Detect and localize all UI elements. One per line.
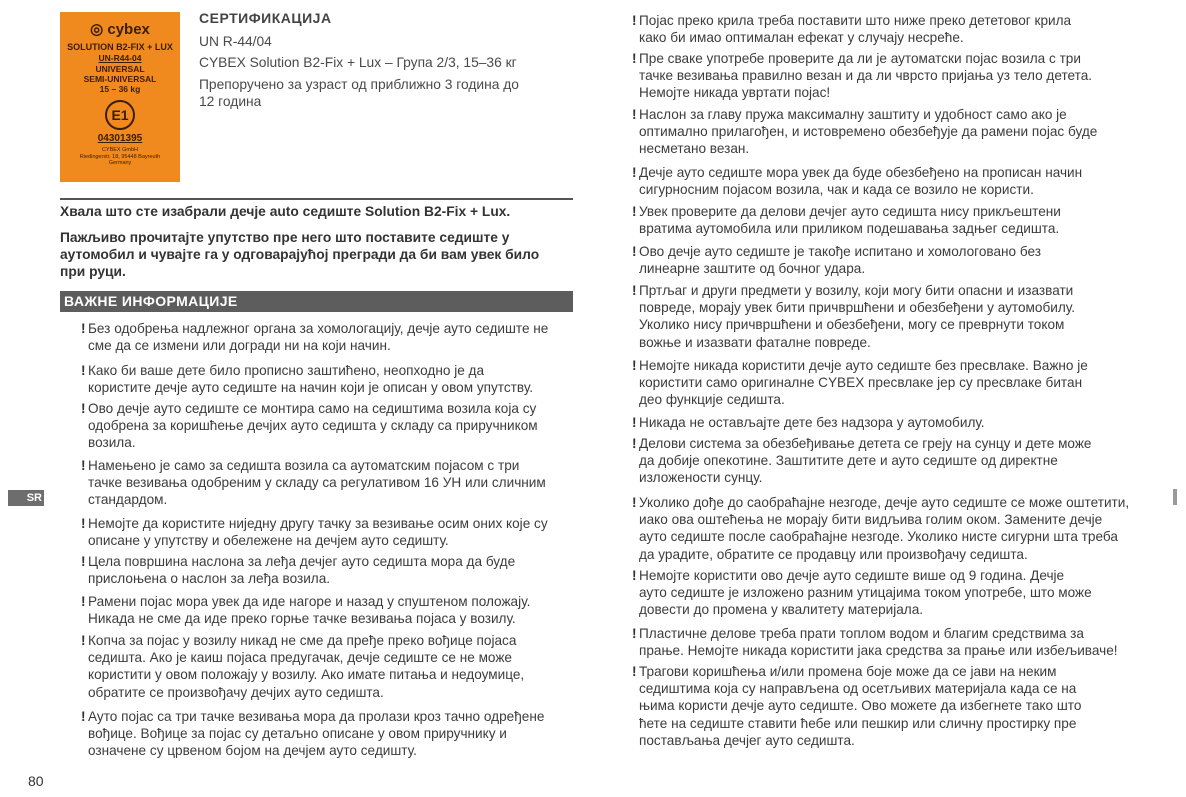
warning-line: постављања дечјег ауто седишта. [639,732,855,748]
label-product: SOLUTION B2-FIX + LUX [67,42,173,52]
warning-item [632,203,1179,237]
warning-item [81,632,588,701]
warning-line: Пртљаг и други предмети у возилу, који могу бити опасни и изазвати [639,283,1074,298]
warning-line: описане у упутству и обележене на дечјем ауто седишту. [88,533,449,549]
warning-line: возила. [88,435,136,451]
warning-icon: ! [81,516,86,531]
language-tab: SR [8,490,44,506]
warning-line: повреде, морају увек бити причвршћени и обезбеђени у аутомобилу. [639,300,1075,316]
warning-line: Увек проверите да делови дечјег ауто седишта нису прикљештени [639,204,1061,219]
warning-line: Уколико дође до саобраћајне незгоде, дечје ауто седиште се може оштетити, [639,495,1130,510]
warning-icon: ! [81,401,86,416]
section-banner: ВАЖНЕ ИНФОРМАЦИЈЕ [60,291,573,312]
warning-line: одобрена за коришћење дечјих ауто седишта у складу са приручником [88,418,538,434]
warning-line: означене су црвеном бојом на дечјем ауто седишту. [88,743,417,759]
certification-product-line: CYBEX Solution B2-Fix + Lux – Група 2/3, 15–36 кг [199,55,517,70]
warning-item [632,357,1179,409]
warning-line: Цела површина наслона за леђа дечјег ауто седишта мора да буде [88,554,516,569]
warning-line: иако ова оштећења не морају бити видљива голим оком. Замените дечје [639,512,1103,528]
warning-item [81,320,588,354]
warning-item [81,708,588,760]
label-approval-number: 04301395 [97,133,143,144]
warning-line: обратите се произвођачу дечјих ауто седишта. [88,684,384,700]
warning-line: Рамени појас мора увек да иде нагоре и назад у спуштеном положају. [88,594,531,609]
label-maker: CYBEX GmbH Riedingerstr. 18, 95448 Bayreuth Germany [79,147,161,166]
warning-item [632,625,1179,659]
emark-icon: E1 [105,100,135,130]
warning-item [632,567,1179,619]
warning-icon: ! [632,664,637,679]
warning-item [632,12,1179,46]
warning-item [632,494,1179,563]
side-marker [1173,489,1177,505]
warning-line: како би имао оптималан ефекат у случају несреће. [639,30,964,46]
warning-line: довести до промена у квалитету материјала. [639,602,924,618]
label-weight: 15 – 36 kg [99,84,141,94]
warning-icon: ! [81,458,86,473]
warning-line: стандардом. [88,492,168,508]
warning-line: Немојте никада увртати појас! [639,85,831,101]
intro-read: Пажљиво прочитајте упутство пре него што поставите седиште у аутомобил и чувајте га у одговарајућој прегради да би вам увек било при руци. [60,230,540,279]
warning-item [81,593,588,627]
warning-icon: ! [632,204,637,219]
intro-thanks: Хвала што сте изабрали дечје auto седиште Solution B2-Fix + Lux. [60,204,511,219]
warning-item [81,400,588,452]
warning-icon: ! [632,165,637,180]
warning-line: вожње и изазвати фаталне повреде. [639,334,871,350]
warning-item [632,106,1179,158]
label-category2: SEMI-UNIVERSAL [83,74,157,84]
divider [60,198,573,200]
warning-line: седишта. Ако је каиш појаса предугачак, дечје седиште се не може [88,650,512,666]
warning-line: да добије опекотине. Заштитите дете и ауто седиште од директне [639,453,1058,469]
warning-line: користити у овом положају у возилу. Ако имате питања и недоумице, [88,667,525,683]
warning-icon: ! [632,13,637,28]
certification-age-line2: 12 година [199,94,262,109]
warning-item [632,50,1179,102]
warning-line: ауто седиште после саобраћајне незгоде. Уколико нисте сигурни шта треба [639,529,1118,545]
warning-line: Дечје ауто седиште мора увек да буде обезбеђено на прописан начин [639,165,1083,180]
label-regulation: UN-R44-04 [98,53,142,63]
certification-title: СЕРТИФИКАЦИЈА [199,10,332,26]
warning-line: Ово дечје ауто седиште је такође испитано и хомологовано без [639,244,1041,259]
warning-item [632,164,1179,198]
warning-item [81,457,588,509]
warning-line: Трагови коришћења и/или промена боје може да се јави на неким [639,664,1057,679]
warning-line: сигурносним појасом возила, чак и када се возило не користи. [639,182,1034,198]
warning-line: прислоњена о наслон за леђа возила. [88,571,331,587]
warning-line: Немојте користити ово дечје ауто седиште више од 9 година. Дечје [639,568,1065,583]
warning-line: користити само оригиналне CYBEX пресвлаке јер су пресвлаке битан [639,375,1083,391]
warning-line: тачке везивања одобреним у складу са регулативом 16 УН или сличним [88,475,546,491]
warning-line: Наслон за главу пружа максималну заштиту и удобност само ако је [639,107,1067,122]
warning-line: Пластичне делове треба прати топлом водом и благим средствима за [639,626,1084,641]
warning-item [632,435,1179,487]
warning-line: Никада не остављајте дете без надзора у аутомобилу. [639,415,985,430]
warning-line: оптимално прилагођен, и истовремено обезбеђује да рамени појас буде [639,124,1098,140]
warning-line: Појас преко крила треба поставити што ниже преко дететовог крила [639,13,1072,28]
warning-line: Делови система за обезбеђивање детета се греју на сунцу и дете може [639,436,1092,451]
warning-icon: ! [632,358,637,373]
warning-icon: ! [81,363,86,378]
warning-line: вођице. Вођице за појас су детаљно описане у овом приручнику и [88,726,507,742]
warning-item [632,243,1179,277]
warning-icon: ! [632,436,637,451]
warning-item [81,515,588,549]
warning-item [81,362,588,396]
warning-line: Како би ваше дете било прописно заштићено, неопходно је да [88,363,485,378]
warning-line: да урадите, обратите се продавцу или произвођачу седишта. [639,546,1028,562]
warning-line: Немојте никада користити дечје ауто седиште без пресвлаке. Важно је [639,358,1088,373]
warning-line: њима користи дечје ауто седиште. Ово можете да избегнете тако што [639,698,1082,714]
certification-label [60,12,180,182]
certification-standard: UN R-44/04 [199,34,272,49]
warning-item [632,414,1179,431]
brand-icon: ◎ [90,21,104,38]
certification-age-line1: Препоручено за узраст од приближно 3 година до [199,77,519,92]
warning-icon: ! [632,495,637,510]
warning-icon: ! [81,554,86,569]
warning-line: део функције седишта. [639,392,785,408]
warning-icon: ! [81,633,86,648]
warning-line: сме да се измени или догради ни на који начин. [88,338,391,354]
warning-icon: ! [632,415,637,430]
warning-line: Пре сваке употребе проверите да ли је аутоматски појас возила с три [639,51,1081,66]
warning-line: ауто седиште је изложено разним утицајима током употребе, што може [639,585,1092,601]
label-category1: UNIVERSAL [95,64,145,74]
warning-line: вратима аутомобила или приликом подешавања задњег седишта. [639,221,1060,237]
warning-line: линеарне заштите од бочног удара. [639,261,866,277]
warning-line: Никада не сме да иде преко горње тачке везивања појаса у возилу. [88,611,516,627]
warning-line: Ауто појас са три тачке везивања мора да пролази кроз тачно одређене [88,709,545,724]
warning-icon: ! [632,244,637,259]
warning-line: Без одобрења надлежног органа за хомологацију, дечје ауто седиште не [88,321,549,336]
warning-icon: ! [632,626,637,641]
warning-line: Копча за појас у возилу никад не сме да пређе преко вођице појаса [88,633,517,648]
warning-item [632,663,1179,749]
warning-item [81,553,588,587]
warning-line: прање. Немојте никада користити јака средства за прање или избељиваче! [639,643,1118,659]
warning-icon: ! [632,568,637,583]
warning-line: несметано везан. [639,141,750,157]
warning-line: Уколико нису причвршћени и обезбеђени, могу се преврнути током [639,317,1065,333]
warning-line: Немојте да користите ниједну другу тачку за везивање осим оних које су [88,516,548,531]
cybex-logo: ◎ cybex [90,21,150,38]
warning-icon: ! [81,321,86,336]
page-number: 80 [28,773,44,789]
warning-line: тачке везивања правилно везан и да ли чврсто пријања уз тело детета. [639,68,1093,84]
warning-line: Ово дечје ауто седиште се монтира само на седиштима возила која су [88,401,537,416]
warning-icon: ! [81,709,86,724]
warning-icon: ! [632,107,637,122]
warning-line: ћете на седиште ставити ћебе или пешкир или сличну простирку пре [639,715,1077,731]
warning-icon: ! [81,594,86,609]
warning-line: Намењено је само за седишта возила са аутоматским појасом с три [88,458,520,473]
warning-icon: ! [632,51,637,66]
warning-line: седиштима која су направљена од осетљивих материјала када се на [639,681,1077,697]
warning-icon: ! [632,283,637,298]
warning-line: изложености сунцу. [639,470,763,486]
warning-item [632,282,1179,351]
warning-line: користите дечје ауто седиште на начин који је описан у овом упутству. [88,380,534,396]
